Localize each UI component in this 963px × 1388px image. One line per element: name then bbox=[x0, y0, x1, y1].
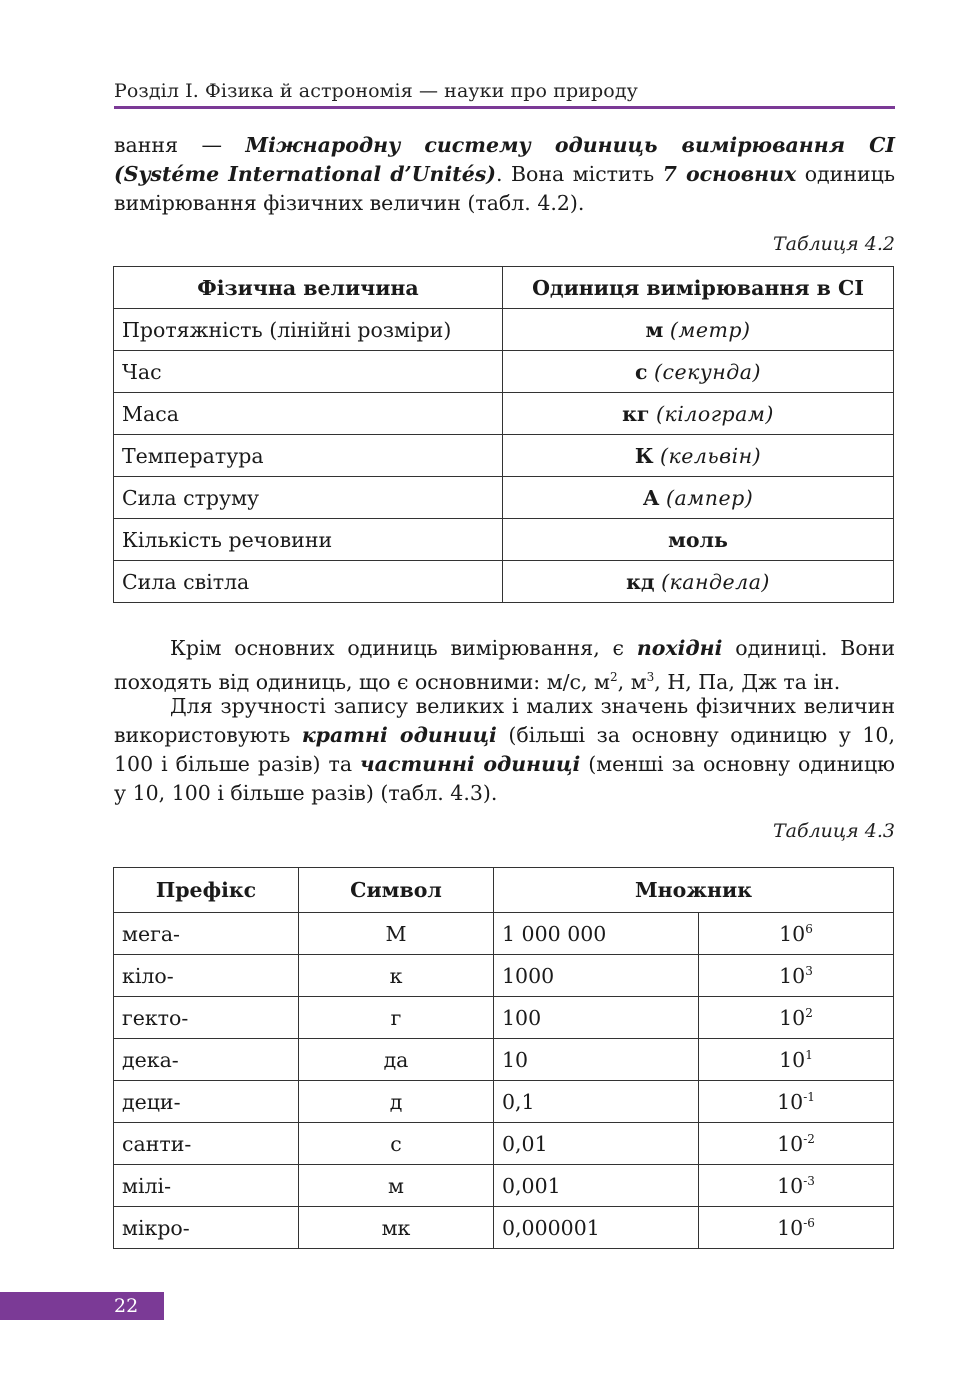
table-row bbox=[114, 1123, 894, 1165]
power-cell bbox=[699, 1123, 894, 1165]
power-exponent: 1 bbox=[805, 1047, 813, 1062]
header-multiplier: Множник bbox=[494, 868, 894, 913]
multiples-paragraph bbox=[114, 692, 895, 808]
table-row bbox=[114, 1081, 894, 1123]
unit-name: (ампер) bbox=[666, 485, 754, 510]
quantity-cell: Температура bbox=[114, 435, 503, 477]
power-exponent: 6 bbox=[805, 921, 813, 936]
table-row bbox=[114, 913, 894, 955]
derived-text-3: , м bbox=[617, 669, 647, 694]
multiples-text-3: (менші за основну одиницю у 10, 100 і більше разів) (табл. 4.3). bbox=[114, 752, 896, 805]
unit-cell bbox=[503, 393, 894, 435]
power-cell bbox=[699, 1039, 894, 1081]
table-row bbox=[114, 997, 894, 1039]
power-cell bbox=[699, 913, 894, 955]
header-prefix: Префікс bbox=[114, 868, 299, 913]
prefix-cell: мега- bbox=[114, 913, 299, 955]
si-units-table bbox=[113, 266, 894, 603]
table-row bbox=[114, 477, 894, 519]
table-row bbox=[114, 561, 894, 603]
table-row bbox=[114, 955, 894, 997]
unit-name: (секунда) bbox=[654, 359, 761, 384]
table-row bbox=[114, 1039, 894, 1081]
unit-cell bbox=[503, 519, 894, 561]
unit-name: (метр) bbox=[669, 317, 751, 342]
symbol-cell: мк bbox=[299, 1207, 494, 1249]
unit-cell bbox=[503, 435, 894, 477]
table-row bbox=[114, 351, 894, 393]
table-header-row bbox=[114, 267, 894, 309]
multiples-text-2: (більші за основну одиницю у 10, 100 і більше разів) та bbox=[114, 723, 895, 776]
intro-paragraph bbox=[114, 131, 895, 218]
table-4-2-caption: Таблиця 4.2 bbox=[772, 233, 895, 255]
base-units-count: 7 основних bbox=[662, 162, 797, 186]
power-exponent: -2 bbox=[803, 1131, 815, 1146]
exponent: 3 bbox=[646, 670, 655, 684]
derived-term: похідні bbox=[636, 636, 723, 660]
decimal-cell: 0,000001 bbox=[494, 1207, 699, 1249]
prefix-cell: санти- bbox=[114, 1123, 299, 1165]
unit-cell bbox=[503, 561, 894, 603]
quantity-cell: Сила світла bbox=[114, 561, 503, 603]
table-row bbox=[114, 1207, 894, 1249]
decimal-cell: 10 bbox=[494, 1039, 699, 1081]
table-row bbox=[114, 393, 894, 435]
table-row bbox=[114, 435, 894, 477]
quantity-cell: Маса bbox=[114, 393, 503, 435]
table-row bbox=[114, 309, 894, 351]
prefix-cell: деци- bbox=[114, 1081, 299, 1123]
decimal-cell: 1 000 000 bbox=[494, 913, 699, 955]
decimal-cell: 0,1 bbox=[494, 1081, 699, 1123]
unit-name: (кельвін) bbox=[660, 443, 762, 468]
unit-symbol: моль bbox=[668, 527, 728, 552]
symbol-cell: с bbox=[299, 1123, 494, 1165]
unit-name: (кандела) bbox=[661, 569, 770, 594]
power-base: 10 bbox=[777, 1089, 804, 1114]
power-cell bbox=[699, 955, 894, 997]
decimal-cell: 0,001 bbox=[494, 1165, 699, 1207]
prefix-cell: дека- bbox=[114, 1039, 299, 1081]
symbol-cell: к bbox=[299, 955, 494, 997]
si-term: Міжнародну систему одиниць вимірювання СІ (Systéme International d’Unités) bbox=[114, 133, 895, 186]
power-exponent: -1 bbox=[803, 1089, 815, 1104]
table-row bbox=[114, 1165, 894, 1207]
power-exponent: 3 bbox=[805, 963, 813, 978]
unit-cell bbox=[503, 477, 894, 519]
power-base: 10 bbox=[777, 1215, 804, 1240]
unit-cell bbox=[503, 351, 894, 393]
unit-symbol: м bbox=[645, 317, 664, 342]
intro-text-2: . Вона містить bbox=[496, 162, 663, 186]
derived-text-4: , Н, Па, Дж та ін. bbox=[654, 669, 841, 694]
power-base: 10 bbox=[777, 1173, 804, 1198]
unit-cell bbox=[503, 309, 894, 351]
header-symbol: Символ bbox=[299, 868, 494, 913]
unit-symbol: с bbox=[635, 359, 648, 384]
symbol-cell: М bbox=[299, 913, 494, 955]
prefix-cell: гекто- bbox=[114, 997, 299, 1039]
unit-symbol: кг bbox=[622, 401, 650, 426]
power-base: 10 bbox=[777, 1131, 804, 1156]
header-unit: Одиниця вимірювання в СІ bbox=[503, 267, 894, 309]
multiples-text-1: Для зручності запису великих і малих значень фізичних величин використовують bbox=[114, 694, 895, 747]
exponent: 2 bbox=[610, 670, 618, 684]
unit-symbol: кд bbox=[626, 569, 655, 594]
unit-symbol: А bbox=[642, 485, 660, 510]
table-row bbox=[114, 519, 894, 561]
derived-units-paragraph bbox=[114, 634, 895, 697]
running-head: Розділ I. Фізика й астрономія — науки про природу bbox=[114, 80, 638, 102]
power-exponent: -3 bbox=[803, 1173, 815, 1188]
power-cell bbox=[699, 1165, 894, 1207]
prefix-cell: мікро- bbox=[114, 1207, 299, 1249]
power-cell bbox=[699, 997, 894, 1039]
decimal-cell: 1000 bbox=[494, 955, 699, 997]
table-header-row bbox=[114, 868, 894, 913]
multiple-units-term: кратні одиниці bbox=[301, 723, 497, 747]
power-base: 10 bbox=[779, 921, 806, 946]
page-number: 22 bbox=[114, 1295, 139, 1317]
derived-text-2: одиниці. Вони походять від одиниць, що є основними: м/с, м bbox=[114, 636, 896, 694]
derived-text-1: Крім основних одиниць вимірювання, є bbox=[170, 636, 637, 660]
power-cell bbox=[699, 1081, 894, 1123]
power-exponent: -6 bbox=[803, 1215, 815, 1230]
power-base: 10 bbox=[779, 1005, 806, 1030]
symbol-cell: г bbox=[299, 997, 494, 1039]
symbol-cell: да bbox=[299, 1039, 494, 1081]
table-4-3-caption: Таблиця 4.3 bbox=[772, 820, 895, 842]
unit-name: (кілограм) bbox=[656, 401, 774, 426]
page-number-bar bbox=[0, 1292, 164, 1320]
quantity-cell: Протяжність (лінійні розміри) bbox=[114, 309, 503, 351]
symbol-cell: м bbox=[299, 1165, 494, 1207]
header-rule bbox=[114, 106, 895, 109]
power-base: 10 bbox=[779, 963, 806, 988]
quantity-cell: Кількість речовини bbox=[114, 519, 503, 561]
symbol-cell: д bbox=[299, 1081, 494, 1123]
submultiple-units-term: частинні одиниці bbox=[360, 752, 581, 776]
decimal-cell: 0,01 bbox=[494, 1123, 699, 1165]
unit-symbol: К bbox=[634, 443, 654, 468]
header-quantity: Фізична величина bbox=[114, 267, 503, 309]
quantity-cell: Сила струму bbox=[114, 477, 503, 519]
prefix-table bbox=[113, 867, 894, 1249]
prefix-cell: мілі- bbox=[114, 1165, 299, 1207]
decimal-cell: 100 bbox=[494, 997, 699, 1039]
intro-text-3: одиниць вимірювання фізичних величин (табл. 4.2). bbox=[114, 162, 895, 215]
power-exponent: 2 bbox=[805, 1005, 813, 1020]
prefix-cell: кіло- bbox=[114, 955, 299, 997]
quantity-cell: Час bbox=[114, 351, 503, 393]
power-cell bbox=[699, 1207, 894, 1249]
power-base: 10 bbox=[779, 1047, 806, 1072]
intro-text-1: вання — bbox=[114, 133, 246, 157]
